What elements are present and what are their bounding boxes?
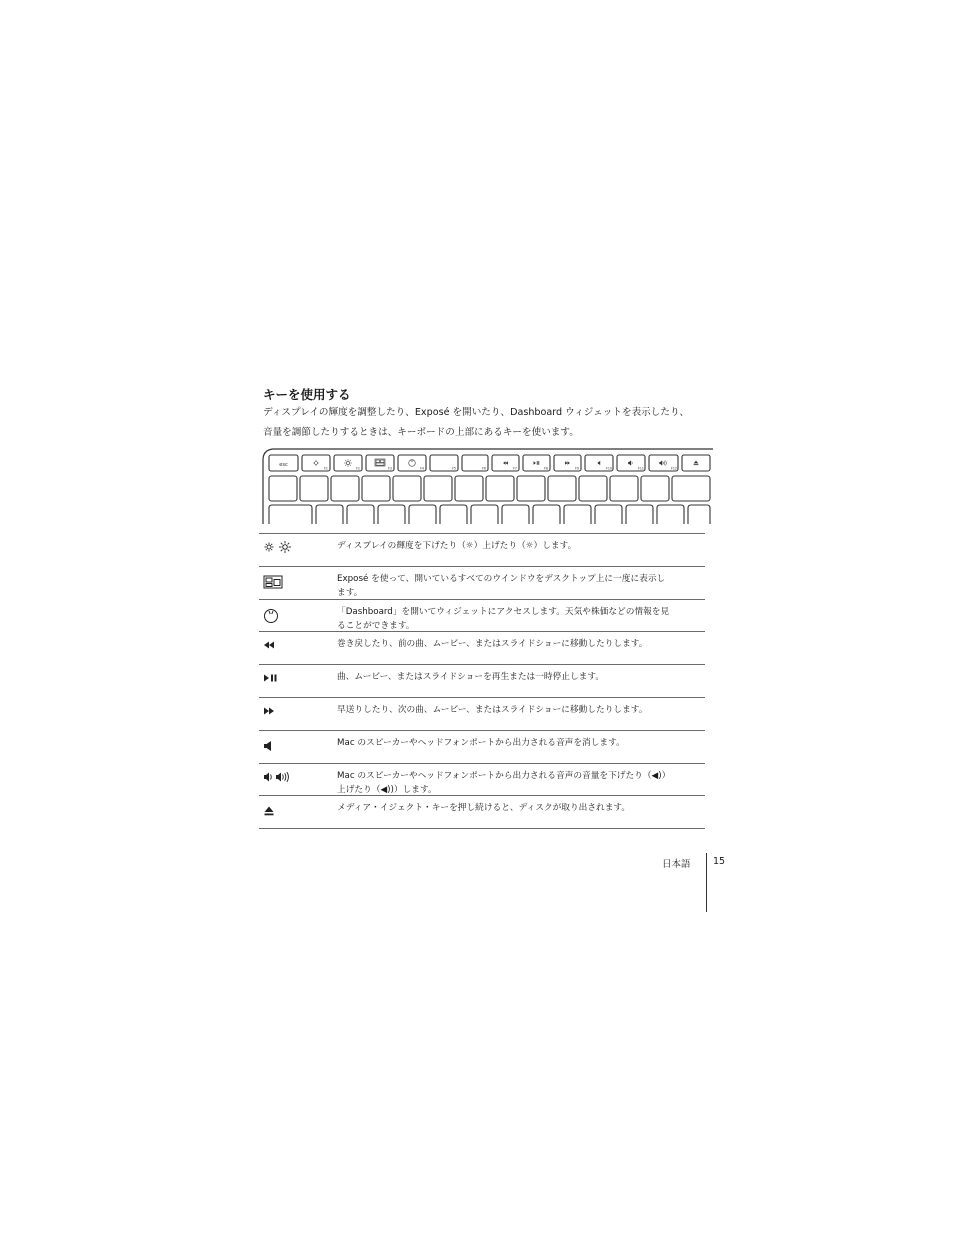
table-row-fast-forward <box>259 698 705 731</box>
table-row-dashboard <box>259 600 705 633</box>
section-title: キーを使用する <box>263 387 351 402</box>
row-description: 「Dashboard」を開いてウィジェットにアクセスします。天気や株価などの情報を見 ることができます。 <box>337 606 670 631</box>
table-row-expose <box>259 567 705 600</box>
tab-key-row <box>269 505 710 524</box>
rewind-icon <box>263 637 277 653</box>
f6-label: F6 <box>482 466 486 471</box>
footer-divider <box>706 853 707 912</box>
table-row-mute <box>259 731 705 764</box>
f12-label: F12 <box>671 466 677 471</box>
brightness-down-up-icon <box>263 540 293 554</box>
keyboard-illustration <box>262 448 714 524</box>
fast-forward-icon <box>263 703 277 719</box>
f9-label: F9 <box>575 466 579 471</box>
esc-key-label: esc <box>279 462 288 468</box>
row-description: 早送りしたり、次の曲、ムービー、またはスライドショーに移動したりします。 <box>337 704 648 715</box>
intro-line-1: ディスプレイの輝度を調整したり、Exposé を開いたり、Dashboard ウィジェットを表示したり、 <box>263 407 690 418</box>
f3-label: F3 <box>388 466 392 471</box>
table-row-volume <box>259 764 705 797</box>
brightness-icon <box>263 539 293 555</box>
intro-line-2: 音量を調節したりするときは、キーボードの上部にあるキーを使います。 <box>263 427 579 438</box>
function-key-row <box>269 455 710 471</box>
f7-label: F7 <box>513 466 517 471</box>
row-description: 曲、ムービー、またはスライドショーを再生または一時停止します。 <box>337 672 605 683</box>
f4-label: F4 <box>420 466 424 471</box>
play-pause-icon <box>263 670 279 686</box>
table-row-eject <box>259 796 705 829</box>
row-description: Mac のスピーカーやヘッドフォンポートから出力される音声を消します。 <box>337 737 625 748</box>
key-description-table <box>259 533 705 829</box>
row-description: ディスプレイの輝度を下げたり（☼）上げたり（☼）します。 <box>337 541 577 551</box>
dashboard-icon <box>263 608 279 624</box>
table-row-brightness <box>259 534 705 567</box>
footer-language: 日本語 <box>662 859 691 870</box>
row-description: Mac のスピーカーやヘッドフォンポートから出力される音声の音量を下げたり（◀)） 上げたり（◀))）します。 <box>337 770 671 795</box>
f5-label: F5 <box>452 466 456 471</box>
row-description: Exposé を使って、開いているすべてのウインドウをデスクトップ上に一度に表示し ます。 <box>337 573 666 598</box>
f2-label: F2 <box>356 466 360 471</box>
page-number: 15 <box>713 856 726 867</box>
mute-icon <box>263 738 273 754</box>
f1-label: F1 <box>324 466 328 471</box>
f10-label: F10 <box>606 466 612 471</box>
volume-icon <box>263 769 293 785</box>
table-row-play-pause <box>259 665 705 698</box>
row-description: メディア・イジェクト・キーを押し続けると、ディスクが取り出されます。 <box>337 803 631 814</box>
eject-icon <box>263 803 275 819</box>
number-key-row <box>269 476 710 501</box>
row-description: 巻き戻したり、前の曲、ムービー、またはスライドショーに移動したりします。 <box>337 639 648 650</box>
f8-label: F8 <box>544 466 548 471</box>
table-row-rewind <box>259 632 705 665</box>
intro-paragraph <box>263 403 713 443</box>
expose-icon <box>263 574 283 590</box>
f11-label: F11 <box>638 466 644 471</box>
